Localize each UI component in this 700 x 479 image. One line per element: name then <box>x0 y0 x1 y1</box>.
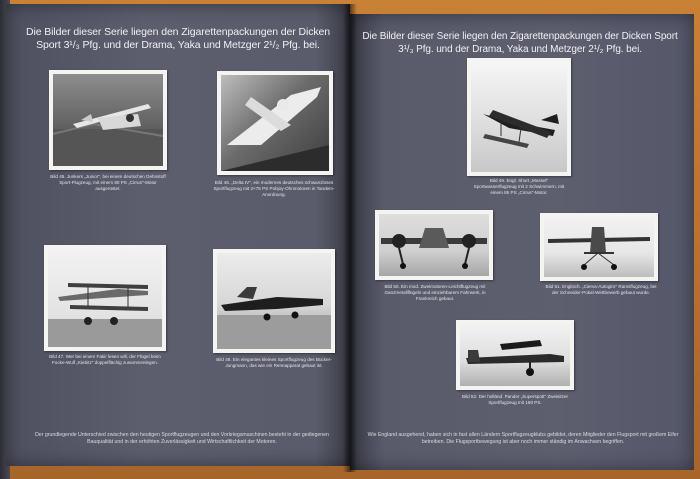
airplane-photo <box>217 253 331 349</box>
photo-card-48 <box>213 249 335 353</box>
photo-card-52 <box>456 320 574 390</box>
left-page-header: Die Bilder dieser Serie liegen den Zigarettenpackungen der Dicken Sport 3¹/₃ Pfg. und der Drama, Yaka und Metzger 2¹/₂ Pfg. bei. <box>25 26 330 51</box>
airplane-photo <box>53 74 163 166</box>
caption-50: Bild 50. Ein mod. Zweimotoren-Leichtflugzeug mit Ganzmetallflügeln und einziehbarem Fahrwerk, in Frankreich gebaut. <box>384 284 486 301</box>
left-page <box>6 4 350 466</box>
photo-card-46 <box>217 71 333 175</box>
caption-51: Bild 51. Englisch. „Cierva-Autogiro" Ramsflugzeug, bei der Schneider-Pokal-Wettbewerb gebaut wurde. <box>545 284 657 295</box>
photo-card-45 <box>49 70 167 170</box>
caption-47: Bild 47. Wer bei einem Fakir lesen will, der Flügel beim Focke-Wulf „Kiebitz" doppelflächig zusammenlegen. <box>49 354 161 365</box>
right-page <box>350 14 694 470</box>
right-page-header: Die Bilder dieser Serie liegen den Zigarettenpackungen der Dicken Sport 3¹/₃ Pfg. und der Drama, Yaka und Metzger 2¹/₂ Pfg. bei. <box>362 31 678 55</box>
airplane-photo <box>544 217 654 277</box>
caption-46: Bild 46. „Delta IV", ein modernes deutsches schwanzloses Sportflugzeug mit 2×75 PS Pobjoy-Ohnmotoren in Tandem-Anordnung. <box>213 180 335 197</box>
caption-49: Bild 49. Engl. Short „Mussel" Sportwasserflugzeug mit 2 Schwimmern, mit einem 85 PS „Cirrus"-Motor. <box>473 178 565 195</box>
photo-card-49 <box>467 58 571 176</box>
photo-card-51 <box>540 213 658 281</box>
caption-45: Bild 45. Junkers „Junior", bei einem deutschen Dehnstoff Sport-Flugzeug, mit einem 80 PS „Cirrus"-Motor ausgerüstet. <box>50 174 166 191</box>
caption-52: Bild 52. Der holländ. Pander „Superspott" Zweisitzer Sportflugzeug mit 180 PS. <box>461 394 569 405</box>
airplane-photo <box>221 75 329 171</box>
book-gutter <box>343 4 357 472</box>
photo-card-47 <box>44 245 166 351</box>
photo-card-50 <box>375 210 493 280</box>
airplane-photo <box>48 249 162 347</box>
airplane-photo <box>379 214 489 276</box>
left-page-footer: Der grundlegende Unterschied zwischen den heutigen Sportflugzeugen und den Vorkriegsmaschinen besteht in der gediegenen Bauqualität und in der erhöhten Zuverlässigkeit und Wirtschaftlichkeit der Motoren. <box>35 432 329 445</box>
seaplane-photo <box>471 62 567 172</box>
airplane-photo <box>460 324 570 386</box>
right-page-footer: Wie England ausgehend, haben sich in fast allen Ländern Sportflugzeugklubs gebildet, deren Mitglieder den Flugsport mit großem Eifer betreiben. Die Flugsportbewegung ist aber noch immer ständig im Anwachsen begriffen. <box>367 432 679 445</box>
caption-48: Bild 48. Ein elegantes kleines Sportflugzeug des Bücker-Jungmann, das wie ein Rennapparat gebaut ist. <box>216 357 332 368</box>
